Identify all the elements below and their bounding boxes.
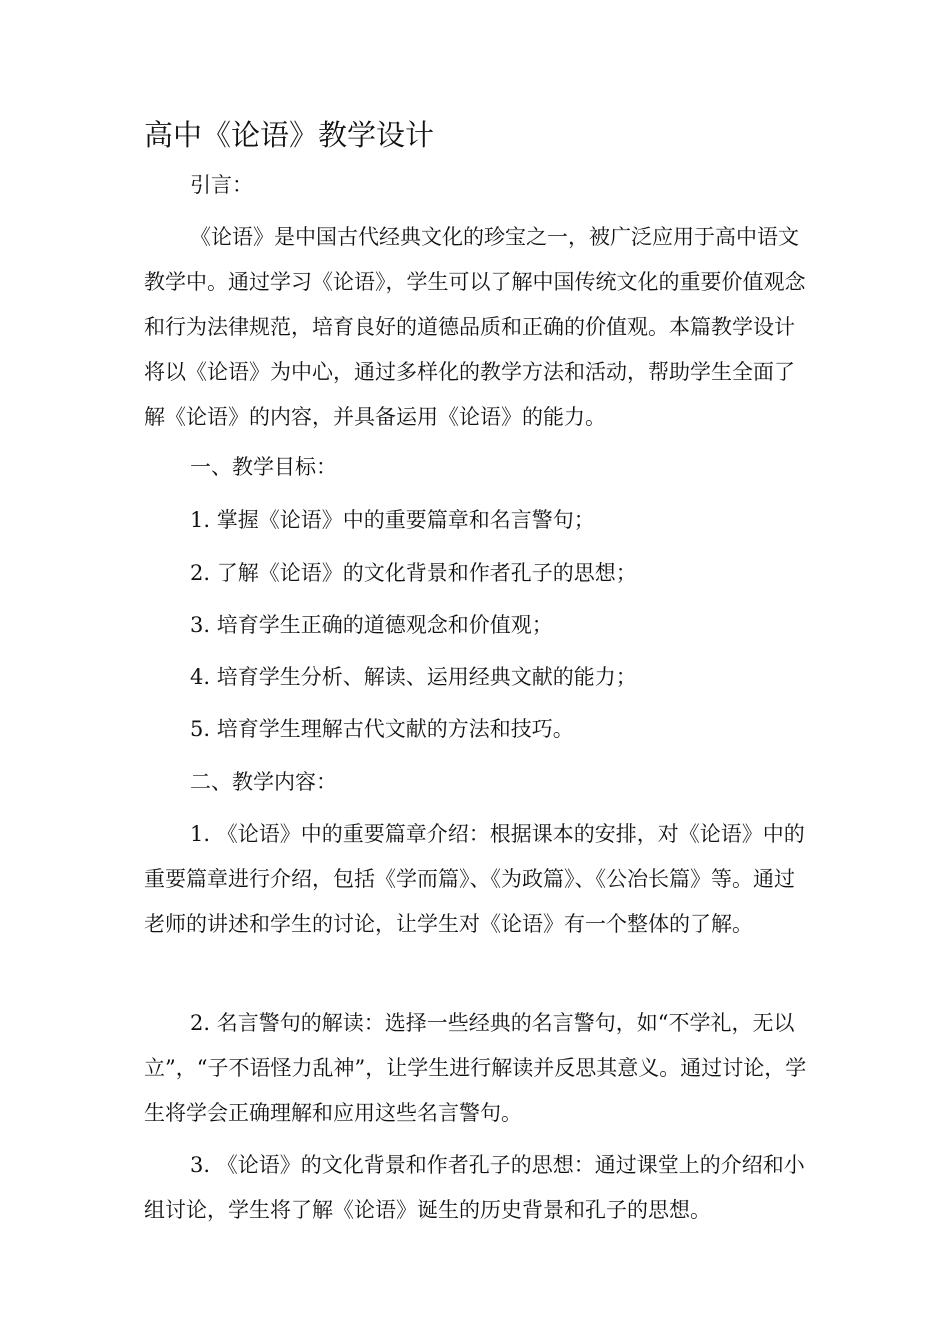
- section-heading-objectives: 一、教学目标：: [190, 455, 337, 479]
- content-item: 1. 《论语》中的重要篇章介绍：根据课本的安排，对《论语》中的重要篇章进行介绍，包括《学而篇》、《为政篇》、《公冶长篇》等。通过老师的讲述和学生的讨论，让学生对《论语》有一个整体的了解。: [144, 822, 805, 936]
- section-heading-content: 二、教学内容：: [190, 770, 337, 794]
- document-title: 高中《论语》教学设计: [144, 118, 435, 152]
- objective-item: 5. 培育学生理解古代文献的方法和技巧。: [190, 717, 574, 741]
- objective-item: 2. 了解《论语》的文化背景和作者孔子的思想；: [190, 561, 637, 585]
- content-item: 2. 名言警句的解读：选择一些经典的名言警句，如“不学礼，无以立”，“子不语怪力乱神”，让学生进行解读并反思其意义。通过讨论，学生将学会正确理解和应用这些名言警句。: [144, 1011, 807, 1125]
- intro-paragraph: 《论语》是中国古代经典文化的珍宝之一，被广泛应用于高中语文教学中。通过学习《论语》，学生可以了解中国传统文化的重要价值观念和行为法律规范，培育良好的道德品质和正确的价值观。本篇教学设计将以《论语》为中心，通过多样化的教学方法和活动，帮助学生全面了解《论语》的内容，并具备运用《论语》的能力。: [144, 225, 806, 429]
- objective-item: 3. 培育学生正确的道德观念和价值观；: [190, 613, 553, 637]
- intro-label: 引言：: [190, 173, 253, 197]
- objective-item: 4. 培育学生分析、解读、运用经典文献的能力；: [190, 665, 637, 689]
- content-item: 3. 《论语》的文化背景和作者孔子的思想：通过课堂上的介绍和小组讨论，学生将了解《论语》诞生的历史背景和孔子的思想。: [144, 1153, 805, 1222]
- objective-item: 1. 掌握《论语》中的重要篇章和名言警句；: [190, 508, 595, 532]
